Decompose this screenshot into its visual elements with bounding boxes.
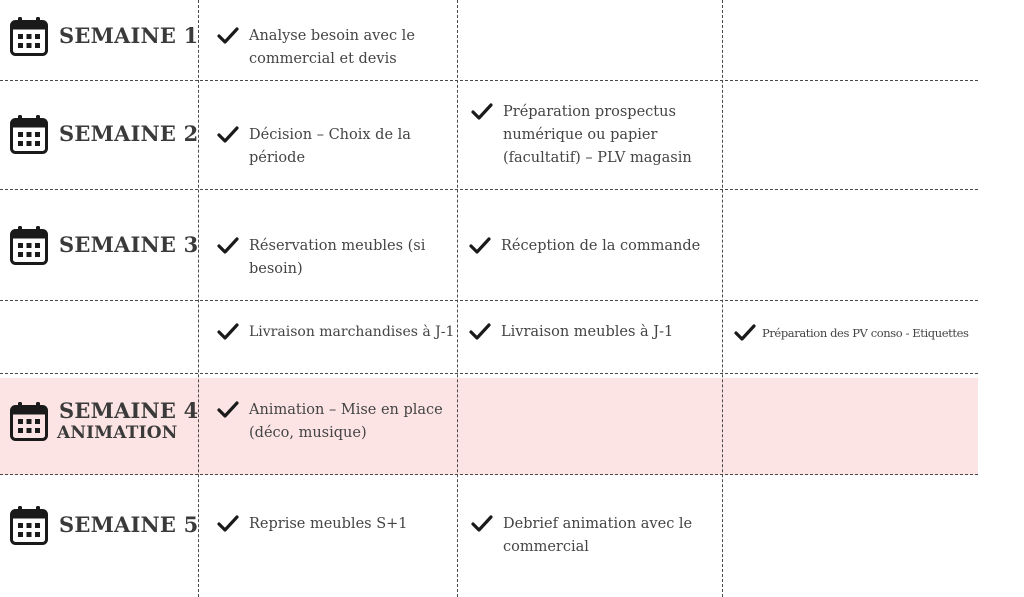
task-text: Préparation des PV conso - Etiquettes — [762, 326, 969, 340]
calendar-icon — [10, 114, 48, 154]
check-icon — [469, 237, 491, 255]
column-divider-2 — [457, 0, 458, 597]
task-item — [734, 322, 994, 345]
check-icon — [471, 103, 493, 121]
check-icon — [471, 515, 493, 533]
week-label-3 — [10, 225, 198, 265]
task-text: Décision – Choix de la période — [249, 127, 411, 166]
week-title — [59, 398, 198, 444]
task-item — [217, 235, 447, 281]
check-icon — [217, 401, 239, 419]
check-icon — [217, 126, 239, 144]
task-text: Animation – Mise en place (déco, musique) — [249, 402, 443, 441]
task-item — [471, 101, 716, 170]
week-title: SEMAINE 3 — [59, 232, 199, 258]
week-title-main: SEMAINE 4 — [59, 398, 199, 423]
task-item — [217, 321, 455, 344]
task-text: Réception de la commande — [501, 238, 701, 254]
task-text: Livraison meubles à J-1 — [501, 324, 674, 340]
task-text: Reprise meubles S+1 — [249, 516, 408, 532]
week-label-2 — [10, 114, 198, 154]
check-icon — [217, 323, 239, 341]
week-title: SEMAINE 2 — [59, 121, 199, 147]
task-text: Debrief animation avec le commercial — [503, 516, 693, 555]
check-icon — [217, 27, 239, 45]
task-item — [217, 25, 447, 71]
task-item — [469, 235, 717, 258]
week-label-4 — [10, 398, 198, 444]
week-subtitle: ANIMATION — [57, 423, 178, 444]
task-item — [471, 513, 716, 559]
calendar-icon — [10, 225, 48, 265]
task-item — [217, 399, 449, 445]
check-icon — [734, 324, 756, 342]
check-icon — [469, 323, 491, 341]
task-text: Livraison marchandises à J-1 — [249, 324, 455, 340]
task-item — [469, 321, 717, 344]
week-title: SEMAINE 1 — [59, 23, 199, 49]
task-text: Analyse besoin avec le commercial et devis — [249, 28, 415, 67]
check-icon — [217, 515, 239, 533]
week-title: SEMAINE 5 — [59, 512, 199, 538]
calendar-icon — [10, 16, 48, 56]
calendar-icon — [10, 401, 48, 441]
week-label-5 — [10, 505, 198, 545]
week-label-1 — [10, 16, 198, 56]
calendar-icon — [10, 505, 48, 545]
column-divider-3 — [722, 0, 723, 597]
task-item — [217, 124, 447, 170]
task-text: Préparation prospectus numérique ou papier (facultatif) – PLV magasin — [503, 104, 692, 166]
check-icon — [217, 237, 239, 255]
task-text: Réservation meubles (si besoin) — [249, 238, 426, 277]
task-item — [217, 513, 447, 536]
